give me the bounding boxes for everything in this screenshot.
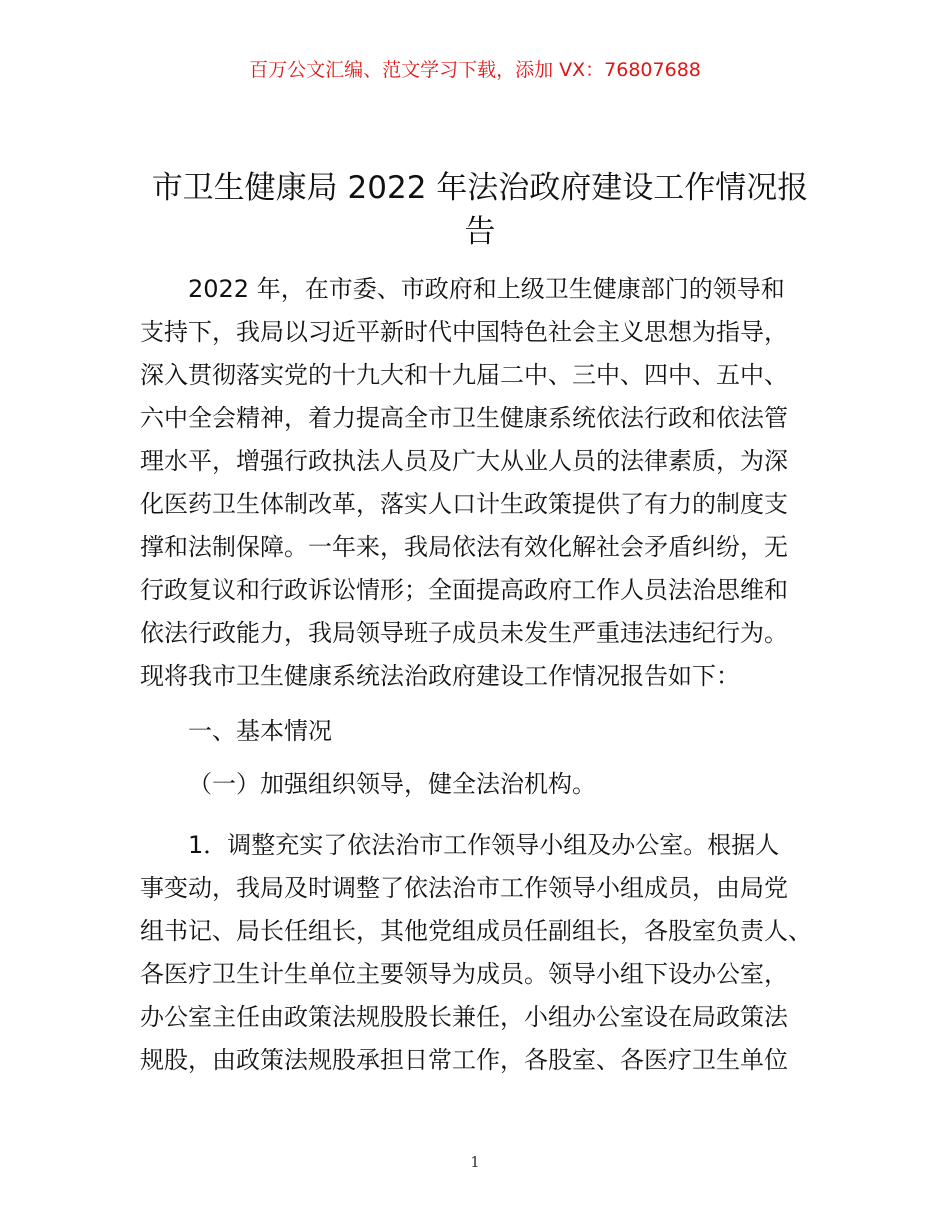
intro-paragraph: [140, 268, 818, 698]
document-title: [140, 166, 820, 254]
paragraph-line: 事变动，我局及时调整了依法治市工作领导小组成员，由局党: [140, 874, 788, 902]
paragraph-line: 行政复议和行政诉讼情形；全面提高政府工作人员法治思维和: [140, 576, 788, 604]
paragraph-line: 撑和法制保障。一年来，我局依法有效化解社会矛盾纠纷，无: [140, 533, 788, 561]
paragraph-line: 2022 年，在市委、市政府和上级卫生健康部门的领导和: [188, 275, 785, 303]
paragraph-line: 六中全会精神，着力提高全市卫生健康系统依法行政和依法管: [140, 404, 788, 432]
paragraph-line: 化医药卫生体制改革，落实人口计生政策提供了有力的制度支: [140, 490, 788, 518]
section-heading: 一、基本情况: [188, 717, 332, 745]
paragraph-line: 办公室主任由政策法规股股长兼任，小组办公室设在局政策法: [140, 1003, 788, 1031]
paragraph-line: 深入贯彻落实党的十九大和十九届二中、三中、四中、五中、: [140, 361, 788, 389]
paragraph-line: 1．调整充实了依法治市工作领导小组及办公室。根据人: [188, 831, 780, 859]
paragraph-line: 依法行政能力，我局领导班子成员未发生严重违法违纪行为。: [140, 619, 788, 647]
title-line-2: 告: [464, 214, 496, 250]
paragraph-line: 各医疗卫生计生单位主要领导为成员。领导小组下设办公室，: [140, 960, 788, 988]
paragraph-line: 支持下，我局以习近平新时代中国特色社会主义思想为指导，: [140, 318, 788, 346]
paragraph-line: 组书记、局长任组长，其他党组成员任副组长，各股室负责人、: [140, 917, 812, 945]
paragraph-line: 理水平，增强行政执法人员及广大从业人员的法律素质，为深: [140, 447, 788, 475]
paragraph-line: 规股，由政策法规股承担日常工作，各股室、各医疗卫生单位: [140, 1046, 788, 1074]
title-line-1: 市卫生健康局 2022 年法治政府建设工作情况报: [151, 170, 809, 206]
document-body: [140, 268, 818, 1082]
subsection-heading: （一）加强组织领导，健全法治机构。: [188, 770, 596, 798]
page-number: 1: [470, 1153, 480, 1171]
item-1-paragraph: [140, 824, 818, 1082]
watermark-banner: 百万公文汇编、范文学习下载，添加 VX：76807688: [249, 59, 701, 81]
paragraph-line: 现将我市卫生健康系统法治政府建设工作情况报告如下：: [140, 662, 740, 690]
